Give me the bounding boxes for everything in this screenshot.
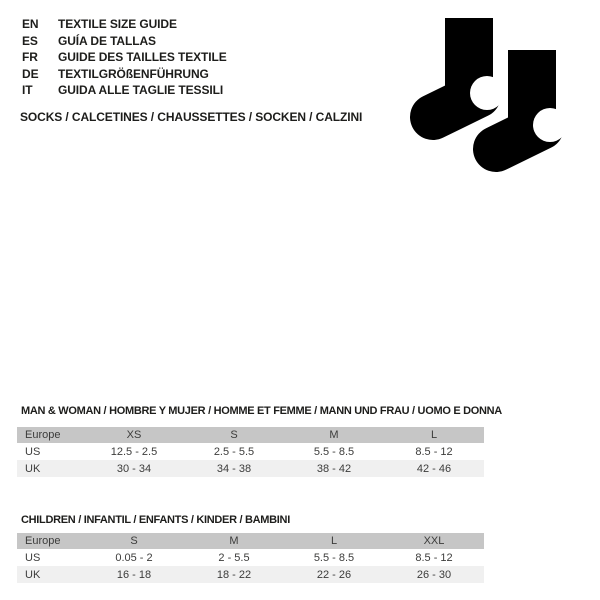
column-header-size: S <box>184 427 284 443</box>
row-region-label: UK <box>25 568 41 581</box>
language-code: DE <box>22 66 39 81</box>
table-row-us <box>17 443 484 460</box>
language-name: GUÍA DE TALLAS <box>58 33 156 48</box>
language-list <box>22 16 227 99</box>
size-cell: 2 - 5.5 <box>218 551 250 564</box>
table-row-uk <box>17 566 484 583</box>
size-cell: 0.05 - 2 <box>115 551 153 564</box>
language-name: TEXTILGRÖßENFÜHRUNG <box>58 66 209 81</box>
size-cell: 42 - 46 <box>416 462 452 475</box>
column-header-region: Europe <box>17 427 84 443</box>
table-title-children: CHILDREN / INFANTIL / ENFANTS / KINDER / BAMBINI <box>21 514 290 526</box>
row-region-label: US <box>25 551 41 564</box>
size-cell: 38 - 42 <box>316 462 352 475</box>
language-row <box>22 49 227 66</box>
size-cell: 34 - 38 <box>216 462 252 475</box>
size-cell: 8.5 - 12 <box>415 445 453 458</box>
language-row <box>22 16 227 33</box>
size-cell: 12.5 - 2.5 <box>110 445 158 458</box>
language-row <box>22 33 227 50</box>
size-cell: 5.5 - 8.5 <box>313 551 355 564</box>
product-category-line: SOCKS / CALCETINES / CHAUSSETTES / SOCKEN / CALZINI <box>20 110 363 124</box>
size-cell: 18 - 22 <box>216 568 252 581</box>
size-table-man-woman <box>17 427 484 477</box>
column-header-size: M <box>184 533 284 549</box>
language-code: FR <box>22 50 38 65</box>
column-header-size: XXL <box>384 533 484 549</box>
table-row-uk <box>17 460 484 477</box>
row-region-label: US <box>25 445 41 458</box>
size-table-children <box>17 533 484 583</box>
size-cell: 16 - 18 <box>116 568 152 581</box>
column-header-size: L <box>384 427 484 443</box>
column-header-size: S <box>84 533 184 549</box>
column-header-region: Europe <box>17 533 84 549</box>
language-code: EN <box>22 17 39 31</box>
column-header-size: XS <box>84 427 184 443</box>
language-code: ES <box>22 33 38 48</box>
size-cell: 26 - 30 <box>416 568 452 581</box>
language-name: TEXTILE SIZE GUIDE <box>58 17 177 31</box>
column-header-size: M <box>284 427 384 443</box>
size-cell: 5.5 - 8.5 <box>313 445 355 458</box>
table-title-man-woman: MAN & WOMAN / HOMBRE Y MUJER / HOMME ET FEMME / MANN UND FRAU / UOMO E DONNA <box>21 405 502 417</box>
size-cell: 22 - 26 <box>316 568 352 581</box>
row-region-label: UK <box>25 462 41 475</box>
language-name: GUIDA ALLE TAGLIE TESSILI <box>58 83 224 98</box>
language-row <box>22 66 227 83</box>
table-header-row <box>17 533 484 549</box>
language-code: IT <box>22 83 33 98</box>
socks-icon <box>400 0 570 175</box>
size-cell: 8.5 - 12 <box>415 551 453 564</box>
size-cell: 30 - 34 <box>116 462 152 475</box>
language-name: GUIDE DES TAILLES TEXTILE <box>58 50 227 65</box>
table-header-row <box>17 427 484 443</box>
size-cell: 2.5 - 5.5 <box>213 445 255 458</box>
column-header-size: L <box>284 533 384 549</box>
table-row-us <box>17 549 484 566</box>
language-row <box>22 82 227 99</box>
